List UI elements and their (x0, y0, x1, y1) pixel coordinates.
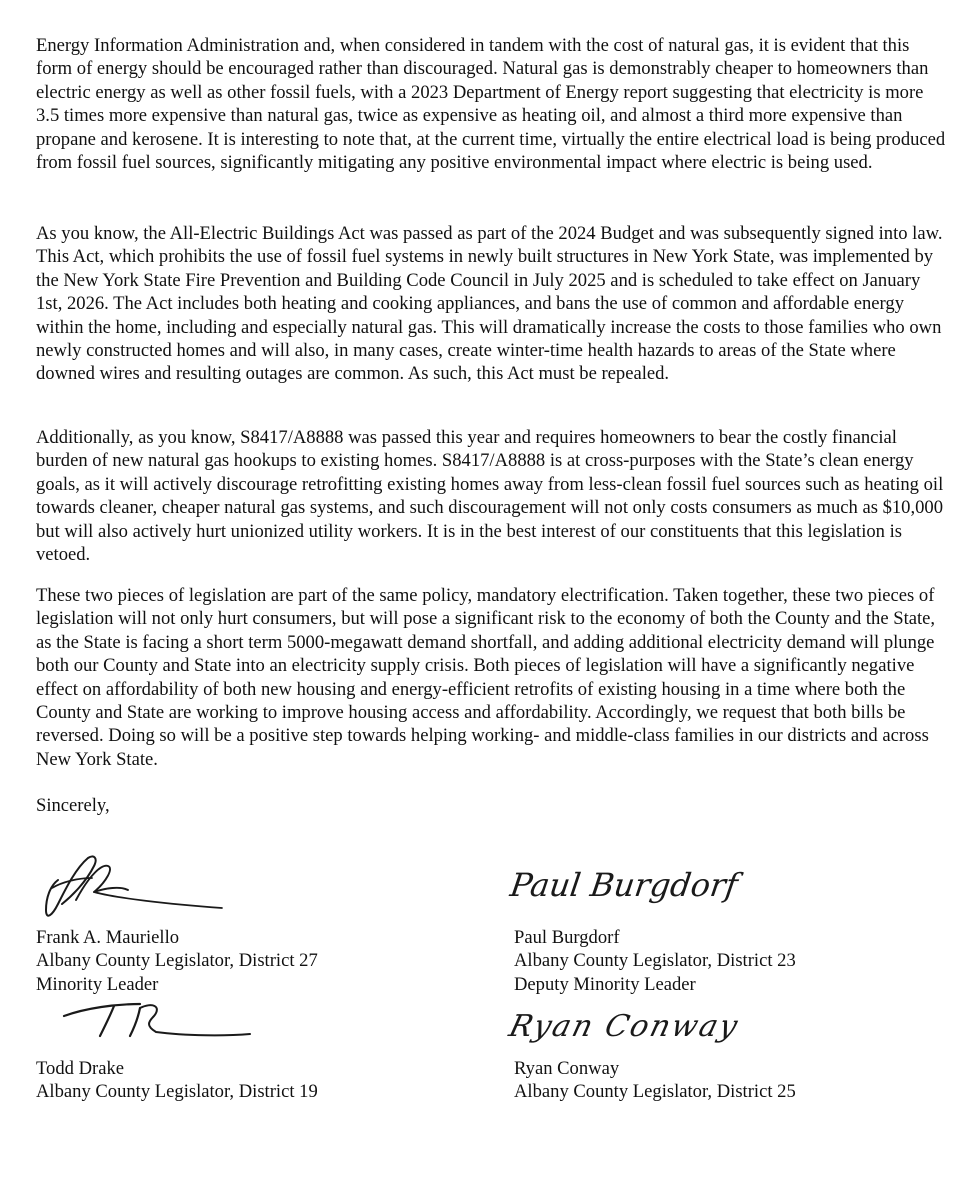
paragraph-energy-costs: Energy Information Administration and, when considered in tandem with the cost of natural gas, it is evident that this form of energy should be encouraged rather than discouraged. Natural gas is demonstrably cheaper to homeowners than electric energy as well as other fossil fuels, with a 2023 Department of Energy report suggesting that electricity is more 3.5 times more expensive than natural gas, twice as expensive as heating oil, and almost a third more expensive than propane and kerosene. It is interesting to note that, at the current time, virtually the entire electrical load is being produced from fossil fuel sources, significantly mitigating any positive environmental impact where electric is being used. (36, 35, 946, 174)
signature-mauriello (36, 852, 236, 924)
signatory-role: Minority Leader (36, 973, 159, 995)
signatory-name: Todd Drake (36, 1058, 125, 1079)
signatory-title: Albany County Legislator, District 27 (36, 950, 318, 972)
signature-drake (56, 996, 256, 1046)
signatory-name: Paul Burgdorf (514, 927, 620, 948)
signature-conway-text: Ryan Conway (505, 1009, 743, 1044)
paragraph-conclusion: These two pieces of legislation are part of the same policy, mandatory electrification. Taken together, these two pieces of legislation will not only hurt consumers, but will pose a significant risk to the economy of both the County and the State, as the State is facing a short term 5000-megawatt demand shortfall, and adding additional electricity demand will plunge both our County and State into an electricity supply crisis. Both pieces of legislation will have a significantly negative effect on affordability of both new housing and energy-efficient retrofits of existing housing in a time where both the County and State are working to improve housing access and affordability. Accordingly, we request that both bills be reversed. Doing so will be a positive step towards helping working- and middle-class families in our districts and across New York State. (36, 585, 936, 770)
signatory-role: Deputy Minority Leader (514, 973, 696, 995)
signatory-name: Ryan Conway (514, 1058, 620, 1079)
signatory-conway (514, 1057, 914, 1104)
signatory-title: Albany County Legislator, District 19 (36, 1081, 318, 1103)
signatory-burgdorf (514, 926, 914, 996)
signatory-title: Albany County Legislator, District 23 (514, 950, 796, 972)
paragraph-all-electric-act: As you know, the All-Electric Buildings Act was passed as part of the 2024 Budget and was subsequently signed into law. This Act, which prohibits the use of fossil fuel systems in newly built structures in New York State, was implemented by the New York State Fire Prevention and Building Code Council in July 2025 and is scheduled to take effect on January 1st, 2026. The Act includes both heating and cooking appliances, and bans the use of common and affordable energy within the home, including and especially natural gas. This will dramatically increase the costs to those families who own newly constructed homes and will also, in many cases, create winter-time health hazards to areas of the State where downed wires and resulting outages are common. As such, this Act must be repealed. (36, 223, 943, 385)
signature-burgdorf-text: Paul Burgdorf (507, 866, 741, 904)
signatory-mauriello (36, 926, 436, 996)
signatory-drake (36, 1057, 436, 1104)
signature-conway (505, 994, 764, 1054)
signature-burgdorf (507, 846, 741, 916)
signatory-name: Frank A. Mauriello (36, 927, 180, 948)
paragraph-s8417-a8888: Additionally, as you know, S8417/A8888 was passed this year and requires homeowners to bear the costly financial burden of new natural gas hookups to existing homes. S8417/A8888 is at cross-purposes with the State’s clean energy goals, as it will actively discourage retrofitting existing homes away from less-clean fossil fuel sources such as heating oil towards cleaner, cheaper natural gas systems, and such discouragement will not only costs consumers as much as $10,000 but will also actively hurt unionized utility workers. It is in the best interest of our constituents that this legislation is vetoed. (36, 427, 944, 566)
closing-salutation: Sincerely, (36, 795, 110, 816)
signatory-title: Albany County Legislator, District 25 (514, 1081, 796, 1103)
